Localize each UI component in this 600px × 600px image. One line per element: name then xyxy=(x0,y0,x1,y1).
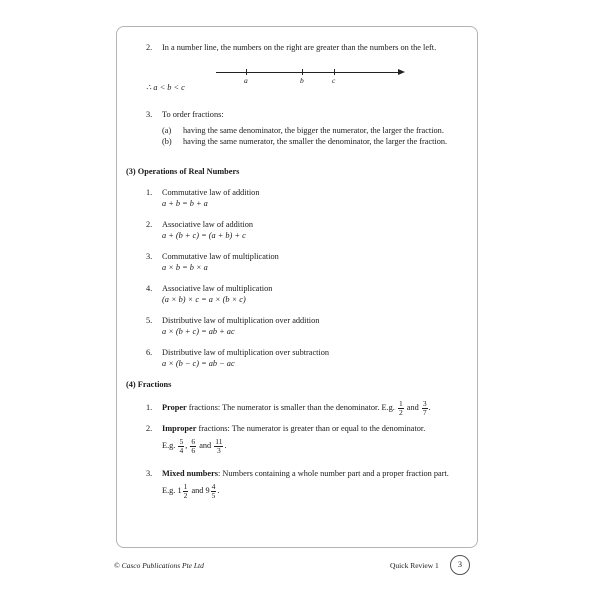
denominator: 5 xyxy=(211,490,216,500)
number-line-label-c: c xyxy=(332,76,336,85)
item-text: In a number line, the numbers on the right are greater than the numbers on the left. xyxy=(162,43,437,52)
denominator: 2 xyxy=(398,407,403,417)
law-formula: a + (b + c) = (a + b) + c xyxy=(162,231,246,240)
law-number: 4. xyxy=(146,284,153,293)
denominator: 6 xyxy=(191,445,196,455)
improper-description: fractions: The numerator is greater than or equal to the denominator. xyxy=(196,424,426,433)
numerator: 11 xyxy=(215,436,223,446)
page-number: 3 xyxy=(450,555,470,575)
and-word: and xyxy=(191,486,204,495)
improper-fractions-line xyxy=(162,424,425,434)
proper-fractions-line: Proper fractions: The numerator is smaller than the denominator. E.g. $\frac{1}{2}$ and $\frac{3}{7}$ . xyxy=(162,398,431,417)
law-title: Associative law of multiplication xyxy=(162,284,273,293)
item-number: 3. xyxy=(146,110,153,119)
denominator: 2 xyxy=(183,490,188,500)
law-formula: (a × b) × c = a × (b × c) xyxy=(162,295,246,304)
term-improper: Improper xyxy=(162,424,197,433)
law-formula: a × (b − c) = ab − ac xyxy=(162,359,235,368)
eg-label: E.g. xyxy=(162,441,176,450)
number-line-tick-a xyxy=(246,69,247,75)
numerator: 5 xyxy=(179,436,184,446)
and-word: and xyxy=(199,441,212,450)
law-formula: a × b = b × a xyxy=(162,263,208,272)
term-mixed-numbers: Mixed numbers xyxy=(162,469,219,478)
law-title: Associative law of addition xyxy=(162,220,254,229)
fraction-type-number: 1. xyxy=(146,403,153,412)
numerator: 1 xyxy=(183,481,188,491)
law-title: Distributive law of multiplication over subtraction xyxy=(162,348,330,357)
fraction xyxy=(398,400,404,417)
fraction xyxy=(190,438,196,455)
numerator: 6 xyxy=(191,436,196,446)
number-line-arrow xyxy=(398,69,405,75)
improper-examples: E.g. $\frac{5}{4}$ , $\frac{6}{6}$ and $\frac{11}{3}$ . xyxy=(162,436,227,455)
law-title: Commutative law of addition xyxy=(162,188,260,197)
term-proper: Proper xyxy=(162,403,187,412)
law-title: Distributive law of multiplication over addition xyxy=(162,316,320,325)
section-label: Quick Review 1 xyxy=(390,561,439,570)
fraction xyxy=(211,483,217,500)
therefore-statement: ∴ a < b < c xyxy=(146,83,185,92)
denominator: 7 xyxy=(422,407,427,417)
denominator: 4 xyxy=(179,445,184,455)
sub-item-text: having the same denominator, the bigger the numerator, the larger the fraction. xyxy=(183,126,444,135)
item-text: To order fractions: xyxy=(162,110,224,119)
whole-part: 9 xyxy=(205,486,210,495)
fraction-type-number: 2. xyxy=(146,424,153,433)
law-number: 6. xyxy=(146,348,153,357)
copyright-notice: © Casco Publications Pte Ltd xyxy=(114,561,204,570)
fraction xyxy=(183,483,189,500)
fraction xyxy=(422,400,428,417)
eg-label: E.g. xyxy=(162,486,176,495)
whole-part: 1 xyxy=(177,486,182,495)
law-number: 1. xyxy=(146,188,153,197)
sub-item-label: (a) xyxy=(162,126,172,135)
number-line-label-a: a xyxy=(244,76,248,85)
law-formula: a + b = b + a xyxy=(162,199,208,208)
law-title: Commutative law of multiplication xyxy=(162,252,279,261)
law-formula: a × (b + c) = ab + ac xyxy=(162,327,235,336)
item-number: 2. xyxy=(146,43,153,52)
mixed-description: : Numbers containing a whole number part and a proper fraction part. xyxy=(218,469,449,478)
numerator: 3 xyxy=(422,398,427,408)
fraction xyxy=(214,438,223,455)
and-word: and xyxy=(406,403,419,412)
number-line-tick-b xyxy=(302,69,303,75)
section-heading: (3) Operations of Real Numbers xyxy=(126,167,240,176)
law-number: 2. xyxy=(146,220,153,229)
fraction-type-number: 3. xyxy=(146,469,153,478)
law-number: 3. xyxy=(146,252,153,261)
denominator: 3 xyxy=(216,445,221,455)
number-line-tick-c xyxy=(334,69,335,75)
proper-description: fractions: The numerator is smaller than the denominator. E.g. xyxy=(186,403,395,412)
mixed-numbers-line xyxy=(162,469,449,479)
numerator: 1 xyxy=(398,398,403,408)
number-line-label-b: b xyxy=(300,76,304,85)
numerator: 4 xyxy=(211,481,216,491)
sub-item-label: (b) xyxy=(162,137,172,146)
number-line-axis xyxy=(216,72,400,73)
fraction xyxy=(178,438,184,455)
law-number: 5. xyxy=(146,316,153,325)
mixed-examples: E.g. 1 $\frac{1}{2}$ and 9 $\frac{4}{5}$ . xyxy=(162,481,220,500)
section-heading: (4) Fractions xyxy=(126,380,172,389)
sub-item-text: having the same numerator, the smaller the denominator, the larger the fraction. xyxy=(183,137,448,146)
